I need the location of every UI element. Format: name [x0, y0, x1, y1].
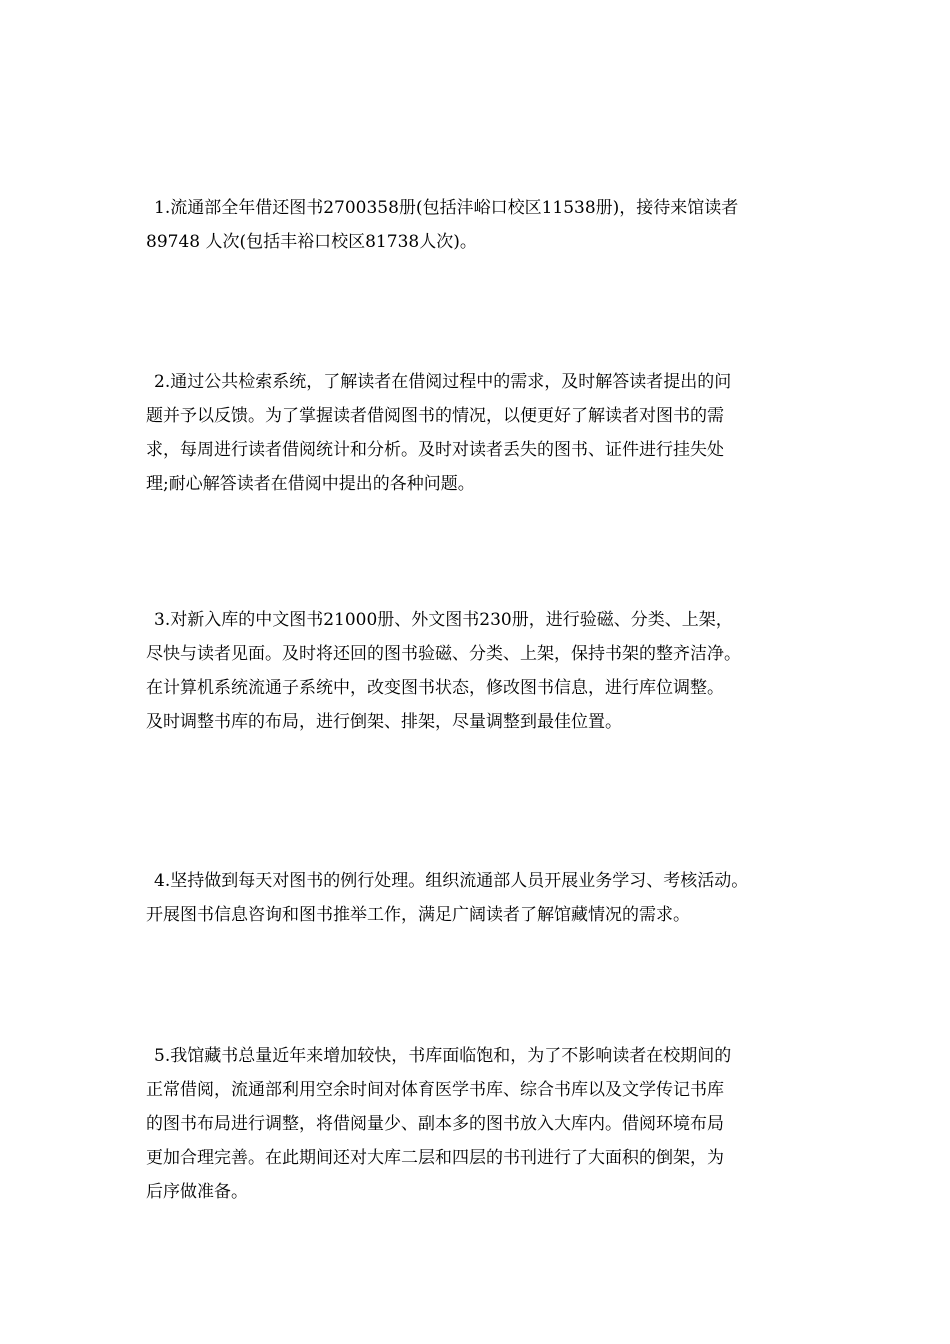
paragraph-3-line-4: 及时调整书库的布局，进行倒架、排架，尽量调整到最佳位置。 — [146, 712, 622, 732]
paragraph-1-line-2: 89748 人次(包括丰裕口校区81738人次)。 — [146, 232, 477, 252]
paragraph-5-line-5: 后序做准备。 — [146, 1182, 248, 1202]
paragraph-3-line-2: 尽快与读者见面。及时将还回的图书验磁、分类、上架，保持书架的整齐洁净。 — [146, 644, 741, 664]
paragraph-1-line-1: 1.流通部全年借还图书2700358册(包括沣峪口校区11538册)，接待来馆读者 — [154, 198, 739, 218]
paragraph-1 — [146, 191, 816, 259]
paragraph-3-line-3: 在计算机系统流通子系统中，改变图书状态，修改图书信息，进行库位调整。 — [146, 678, 724, 698]
paragraph-2-line-4: 理;耐心解答读者在借阅中提出的各种问题。 — [146, 474, 475, 494]
paragraph-2-line-3: 求，每周进行读者借阅统计和分析。及时对读者丢失的图书、证件进行挂失处 — [146, 440, 724, 460]
paragraph-5 — [146, 1039, 816, 1209]
paragraph-2 — [146, 365, 816, 501]
paragraph-3-line-1: 3.对新入库的中文图书21000册、外文图书230册，进行验磁、分类、上架， — [154, 610, 733, 630]
paragraph-2-line-1: 2.通过公共检索系统，了解读者在借阅过程中的需求，及时解答读者提出的问 — [154, 372, 732, 392]
paragraph-4 — [146, 864, 816, 932]
paragraph-3 — [146, 603, 816, 739]
paragraph-2-line-2: 题并予以反馈。为了掌握读者借阅图书的情况，以便更好了解读者对图书的需 — [146, 406, 724, 426]
paragraph-5-line-2: 正常借阅，流通部利用空余时间对体育医学书库、综合书库以及文学传记书库 — [146, 1080, 724, 1100]
paragraph-5-line-4: 更加合理完善。在此期间还对大库二层和四层的书刊进行了大面积的倒架，为 — [146, 1148, 724, 1168]
paragraph-5-line-1: 5.我馆藏书总量近年来增加较快，书库面临饱和，为了不影响读者在校期间的 — [154, 1046, 732, 1066]
paragraph-4-line-2: 开展图书信息咨询和图书推举工作，满足广阔读者了解馆藏情况的需求。 — [146, 905, 690, 925]
paragraph-5-line-3: 的图书布局进行调整，将借阅量少、副本多的图书放入大库内。借阅环境布局 — [146, 1114, 724, 1134]
paragraph-4-line-1: 4.坚持做到每天对图书的例行处理。组织流通部人员开展业务学习、考核活动。 — [154, 871, 749, 891]
